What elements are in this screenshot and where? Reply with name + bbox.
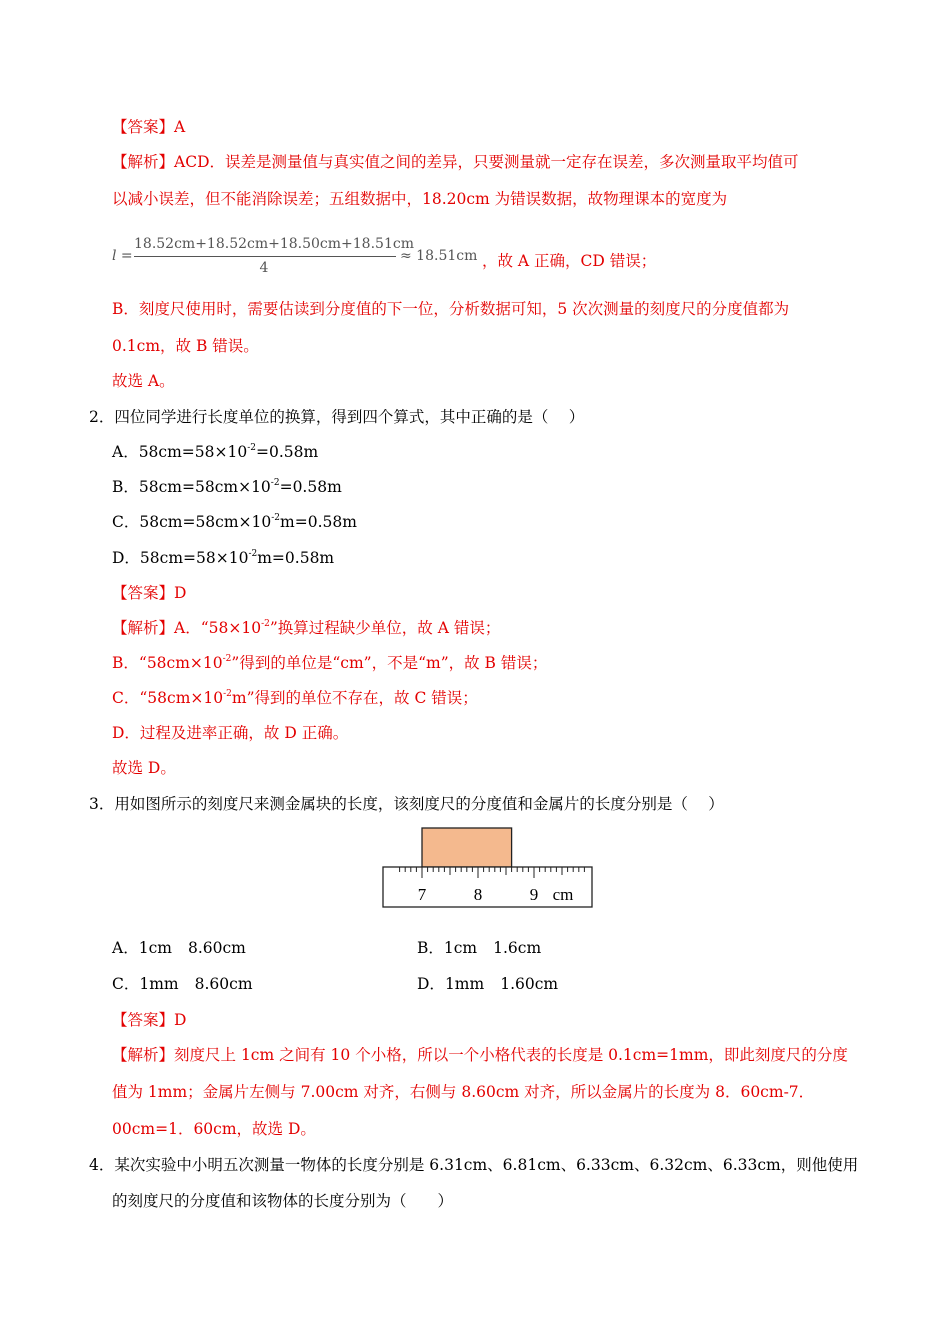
- analysis-line: 值为 1mm；金属片左侧与 7.00cm 对齐，右侧与 8.60cm 对齐，所以金属片的长度为 8．60cm-7．: [112, 1083, 815, 1101]
- question-stem: 2．四位同学进行长度单位的换算，得到四个算式，其中正确的是（ ）: [89, 408, 585, 426]
- question-stem: 4．某次实验中小明五次测量一物体的长度分别是 6.31cm、6.81cm、6.33cm、6.32cm、6.33cm，则他使用: [89, 1156, 859, 1174]
- analysis-tag: 【解析】: [112, 1046, 175, 1064]
- answer-tag: 【答案】: [112, 118, 175, 136]
- option-d: D．$58cm=58\times 10^{-2}m=0.58m$: [112, 549, 335, 567]
- metal-block: [422, 828, 512, 867]
- formula-lhs: l =: [112, 248, 133, 264]
- analysis-line: 0.1cm，故 B 错误。: [112, 337, 259, 355]
- option-a: A．1cm 8.60cm: [112, 939, 246, 957]
- answer-value: D: [174, 584, 187, 602]
- option-c: C．1mm 8.60cm: [112, 975, 253, 993]
- option-b: B．$58cm=58cm\times 10^{-2}=0.58m$: [112, 478, 342, 496]
- analysis-line: B．“$58cm\times 10^{-2}$”得到的单位是“cm”，不是“m”，故 B 错误；: [112, 654, 548, 672]
- ruler-unit-label: cm: [552, 885, 574, 904]
- analysis-text: ACD．误差是测量值与真实值之间的差异，只要测量就一定存在误差，多次测量取平均值可: [174, 153, 799, 171]
- answer-tag: 【答案】: [112, 1011, 175, 1029]
- conclusion: 故选 D。: [112, 759, 176, 777]
- question-stem: 3．用如图所示的刻度尺来测金属块的长度，该刻度尺的分度值和金属片的长度分别是（ ）: [89, 795, 724, 813]
- answer-line: [112, 117, 185, 137]
- option-c: C．$58cm=58cm\times 10^{-2}m=0.58m$: [112, 513, 357, 531]
- analysis-line: D．过程及进率正确，故 D 正确。: [112, 724, 349, 742]
- analysis-line: 【解析】刻度尺上 1cm 之间有 10 个小格，所以一个小格代表的长度是 0.1cm=1mm，即此刻度尺的分度: [112, 1046, 848, 1064]
- conclusion: 故选 A。: [112, 372, 175, 390]
- analysis-line: C．“$58cm\times 10^{-2}m$”得到的单位不存在，故 C 错误；: [112, 689, 478, 707]
- fraction-bar: [134, 256, 396, 257]
- formula-numerator: 18.52cm+18.52cm+18.50cm+18.51cm: [134, 236, 414, 252]
- answer-line: [112, 583, 186, 603]
- analysis-tag: 【解析】: [112, 153, 175, 171]
- formula-tail: ，故 A 正确，CD 错误；: [482, 252, 657, 270]
- option-a: A．$58cm=58\times 10^{-2}=0.58m$: [112, 443, 319, 461]
- ruler-label-8: 8: [473, 885, 483, 904]
- question-stem-cont: 的刻度尺的分度值和该物体的长度分别为（ ）: [112, 1192, 454, 1210]
- analysis-line: B．刻度尺使用时，需要估读到分度值的下一位，分析数据可知，5 次次测量的刻度尺的分度值都为: [112, 300, 790, 318]
- answer-value: D: [174, 1011, 187, 1029]
- answer-tag: 【答案】: [112, 584, 175, 602]
- option-b: B．1cm 1.6cm: [417, 939, 542, 957]
- ruler-label-7: 7: [417, 885, 427, 904]
- ruler-figure: [380, 826, 596, 910]
- analysis-line: 00cm=1．60cm，故选 D。: [112, 1120, 316, 1138]
- answer-line: [112, 1010, 186, 1030]
- analysis-tag: 【解析】: [112, 619, 175, 637]
- average-formula: [112, 236, 492, 278]
- answer-value: A: [174, 118, 186, 136]
- ruler-diagram: [380, 826, 596, 910]
- analysis-line: 【解析】A．“$58\times 10^{-2}$”换算过程缺少单位，故 A 错误；: [112, 619, 501, 637]
- analysis-line: 以减小误差，但不能消除误差；五组数据中，18.20cm 为错误数据，故物理课本的宽度为: [112, 190, 728, 208]
- formula-denominator: 4: [259, 260, 269, 276]
- ruler-label-9: 9: [529, 885, 539, 904]
- option-d: D．1mm 1.60cm: [417, 975, 559, 993]
- formula-approx: ≈ 18.51cm: [400, 248, 478, 264]
- analysis-line: [112, 152, 799, 172]
